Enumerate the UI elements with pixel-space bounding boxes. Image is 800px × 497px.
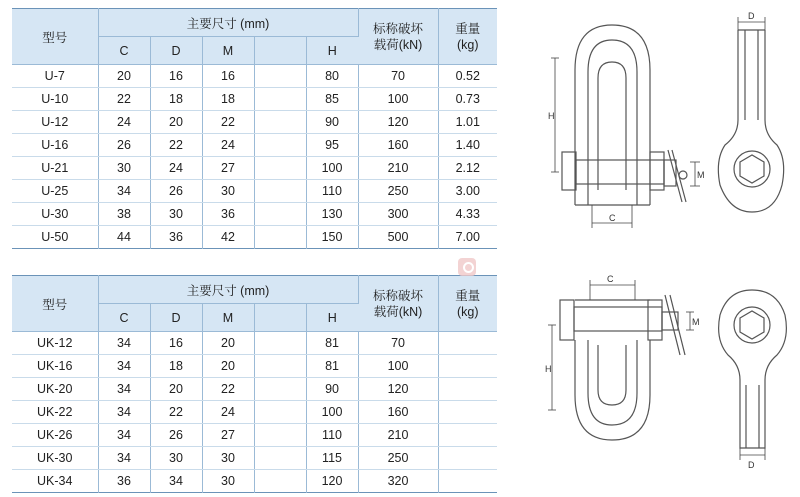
cell-d: 22 (150, 134, 202, 157)
header-m: M (202, 304, 254, 332)
header-model: 型号 (12, 9, 98, 65)
cell-d: 18 (150, 88, 202, 111)
cell-m: 22 (202, 111, 254, 134)
cell-load: 500 (358, 226, 438, 249)
cell-c: 20 (98, 65, 150, 88)
cell-m: 30 (202, 470, 254, 493)
header-d: D (150, 37, 202, 65)
cell-c: 34 (98, 424, 150, 447)
cell-c: 34 (98, 180, 150, 203)
cell-m: 22 (202, 378, 254, 401)
cell-h: 80 (306, 65, 358, 88)
cell-h: 100 (306, 401, 358, 424)
header-d: D (150, 304, 202, 332)
cell-d: 22 (150, 401, 202, 424)
cell-weight: 1.01 (438, 111, 497, 134)
header-h: H (306, 304, 358, 332)
cell-load: 300 (358, 203, 438, 226)
cell-load: 160 (358, 134, 438, 157)
cell-model: U-10 (12, 88, 98, 111)
cell-d: 16 (150, 65, 202, 88)
cell-m: 27 (202, 157, 254, 180)
cell-model: U-25 (12, 180, 98, 203)
header-breaking-load-line2: 载荷(kN) (373, 304, 423, 319)
cell-c: 30 (98, 157, 150, 180)
cell-d: 36 (150, 226, 202, 249)
uk-shackle-front-drawing (560, 295, 685, 440)
cell-m: 42 (202, 226, 254, 249)
cell-c: 34 (98, 401, 150, 424)
cell-load: 100 (358, 355, 438, 378)
header-m: M (202, 37, 254, 65)
cell-load: 100 (358, 88, 438, 111)
cell-h: 130 (306, 203, 358, 226)
cell-m: 24 (202, 401, 254, 424)
cell-m: 18 (202, 88, 254, 111)
cell-d: 30 (150, 203, 202, 226)
header-weight-line2: (kg) (457, 304, 479, 319)
cell-c: 34 (98, 332, 150, 355)
cell-h: 95 (306, 134, 358, 157)
cell-load: 210 (358, 157, 438, 180)
cell-c: 26 (98, 134, 150, 157)
cell-model: UK-12 (12, 332, 98, 355)
cell-m: 30 (202, 447, 254, 470)
cell-model: UK-16 (12, 355, 98, 378)
header-c: C (98, 304, 150, 332)
cell-weight: 4.33 (438, 203, 497, 226)
cell-d: 20 (150, 378, 202, 401)
cell-weight: 1.40 (438, 134, 497, 157)
cell-model: U-30 (12, 203, 98, 226)
dim-label-m-bottom: M (692, 317, 700, 327)
cell-m: 20 (202, 332, 254, 355)
cell-h: 100 (306, 157, 358, 180)
cell-model: UK-26 (12, 424, 98, 447)
cell-d: 26 (150, 180, 202, 203)
cell-model: U-12 (12, 111, 98, 134)
dim-label-d-top: D (748, 11, 755, 21)
cell-model: UK-22 (12, 401, 98, 424)
header-breaking-load-line1: 标称破坏 (373, 288, 424, 303)
cell-h: 81 (306, 332, 358, 355)
cell-load: 250 (358, 180, 438, 203)
dim-label-c-bottom: C (607, 274, 614, 284)
cell-h: 90 (306, 378, 358, 401)
cell-d: 30 (150, 447, 202, 470)
header-main-dims: 主要尺寸 (mm) (98, 9, 358, 37)
cell-load: 250 (358, 447, 438, 470)
cell-h: 115 (306, 447, 358, 470)
cell-model: U-16 (12, 134, 98, 157)
cell-load: 160 (358, 401, 438, 424)
cell-weight: 2.12 (438, 157, 497, 180)
cell-m: 16 (202, 65, 254, 88)
cell-c: 34 (98, 378, 150, 401)
cell-weight: 7.00 (455, 230, 480, 244)
cell-h: 81 (306, 355, 358, 378)
cell-load: 120 (358, 111, 438, 134)
cell-c: 22 (98, 88, 150, 111)
cell-h: 110 (306, 424, 358, 447)
cell-load: 210 (358, 424, 438, 447)
header-breaking-load-line2: 载荷(kN) (373, 37, 423, 52)
cell-h: 150 (306, 226, 358, 249)
cell-d: 16 (150, 332, 202, 355)
cell-d: 18 (150, 355, 202, 378)
header-c: C (98, 37, 150, 65)
cell-c: 38 (98, 203, 150, 226)
cell-m: 36 (202, 203, 254, 226)
cell-model: UK-20 (12, 378, 98, 401)
dim-label-h-top: H (548, 111, 555, 121)
cell-model: U-21 (12, 157, 98, 180)
cell-model: UK-34 (12, 470, 98, 493)
cell-d: 20 (150, 111, 202, 134)
cell-c: 36 (98, 470, 150, 493)
cell-c: 24 (98, 111, 150, 134)
cell-m: 27 (202, 424, 254, 447)
dim-label-d-bottom: D (748, 460, 755, 470)
cell-load: 70 (358, 332, 438, 355)
uk-shackle-side-drawing (719, 290, 787, 448)
cell-model: U-7 (12, 65, 98, 88)
header-weight-line1: 重量 (455, 21, 481, 36)
cell-weight: 0.73 (438, 88, 497, 111)
cell-c: 34 (98, 447, 150, 470)
cell-weight: 3.00 (438, 180, 497, 203)
cell-m: 20 (202, 355, 254, 378)
cell-load: 120 (358, 378, 438, 401)
header-h: H (306, 37, 358, 65)
header-model: 型号 (12, 276, 98, 332)
cell-model: U-50 (12, 226, 98, 249)
cell-d: 34 (150, 470, 202, 493)
header-main-dims: 主要尺寸 (mm) (98, 276, 358, 304)
header-weight-line1: 重量 (455, 288, 481, 303)
u-shackle-front-drawing (562, 25, 687, 205)
dim-label-h-bottom: H (545, 364, 552, 374)
dim-label-c-top: C (609, 213, 616, 223)
cell-d: 24 (150, 157, 202, 180)
cell-weight: 0.52 (438, 65, 497, 88)
cell-c: 34 (98, 355, 150, 378)
u-shackle-side-drawing (718, 30, 783, 212)
cell-d: 26 (150, 424, 202, 447)
cell-m: 30 (202, 180, 254, 203)
cell-h: 110 (306, 180, 358, 203)
cell-h: 120 (306, 470, 358, 493)
cell-c: 44 (98, 226, 150, 249)
header-breaking-load-line1: 标称破坏 (373, 21, 424, 36)
header-weight-line2: (kg) (457, 37, 479, 52)
cell-h: 90 (306, 111, 358, 134)
dim-label-m-top: M (697, 170, 705, 180)
cell-load: 70 (358, 65, 438, 88)
cell-m: 24 (202, 134, 254, 157)
cell-model: UK-30 (12, 447, 98, 470)
cell-h: 85 (306, 88, 358, 111)
cell-load: 320 (358, 470, 438, 493)
